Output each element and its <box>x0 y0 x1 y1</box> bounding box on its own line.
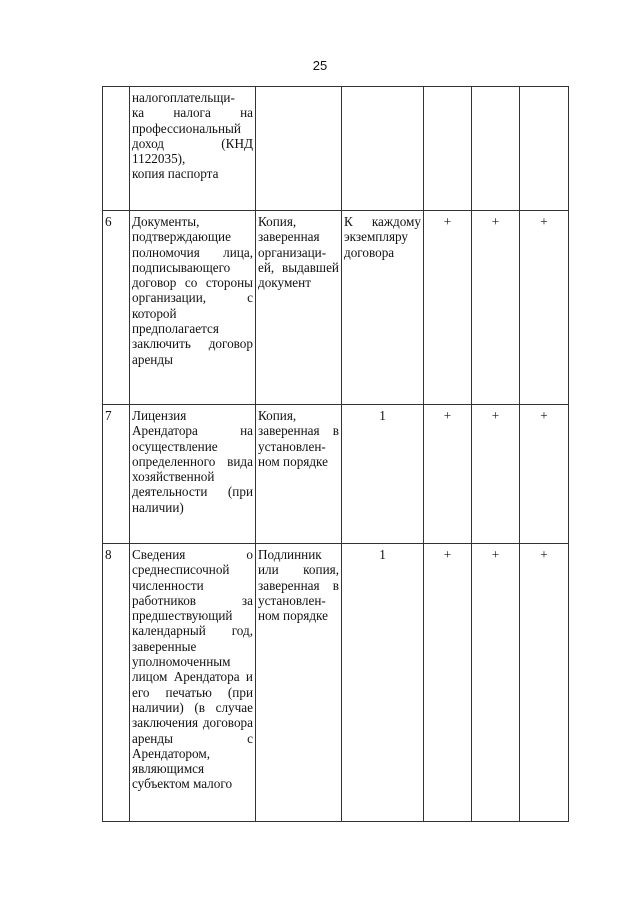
mark-col-3: + <box>520 544 569 822</box>
document-name: Документы, подтверждающие полномочия лица, подписывающего договор со стороны организации, с которой предполагается заключить договор аренды <box>130 211 256 405</box>
copies-count: К каждому экземпляру договора <box>342 211 424 405</box>
mark-col-3: + <box>520 211 569 405</box>
document-form <box>256 87 342 211</box>
document-name: Лицензия Арендатора на осуществление определенного вида хозяйственной деятельности (при наличии) <box>130 405 256 544</box>
document-name: Сведения о среднесписочной численности работников за предшествующий календарный год, заверенные уполномоченным лицом Арендатора и его печатью (при наличии) (в случае заключения договора аренды с Арендатором, являющимся субъектом малого <box>130 544 256 822</box>
copies-count: 1 <box>342 405 424 544</box>
copies-count: 1 <box>342 544 424 822</box>
mark-col-2 <box>472 87 520 211</box>
row-number <box>103 87 130 211</box>
table-row <box>103 405 569 544</box>
row-number: 8 <box>103 544 130 822</box>
mark-col-2: + <box>472 544 520 822</box>
copies-count <box>342 87 424 211</box>
mark-col-1: + <box>424 211 472 405</box>
table-row <box>103 211 569 405</box>
mark-col-1: + <box>424 405 472 544</box>
mark-col-2: + <box>472 211 520 405</box>
document-form: Копия, заверенная организаци- ей, выдавшей документ <box>256 211 342 405</box>
document-form: Подлинник или копия, заверенная в установлен- ном порядке <box>256 544 342 822</box>
row-number: 7 <box>103 405 130 544</box>
document-form: Копия, заверенная в установлен- ном порядке <box>256 405 342 544</box>
table-row <box>103 87 569 211</box>
mark-col-1: + <box>424 544 472 822</box>
mark-col-3 <box>520 87 569 211</box>
table-row <box>103 544 569 822</box>
documents-table <box>102 86 569 822</box>
mark-col-2: + <box>472 405 520 544</box>
mark-col-1 <box>424 87 472 211</box>
page-number: 25 <box>312 58 328 73</box>
document-name: налогоплательщи- ка налога на профессиональный доход (КНД 1122035), копия паспорта <box>130 87 256 211</box>
row-number: 6 <box>103 211 130 405</box>
mark-col-3: + <box>520 405 569 544</box>
